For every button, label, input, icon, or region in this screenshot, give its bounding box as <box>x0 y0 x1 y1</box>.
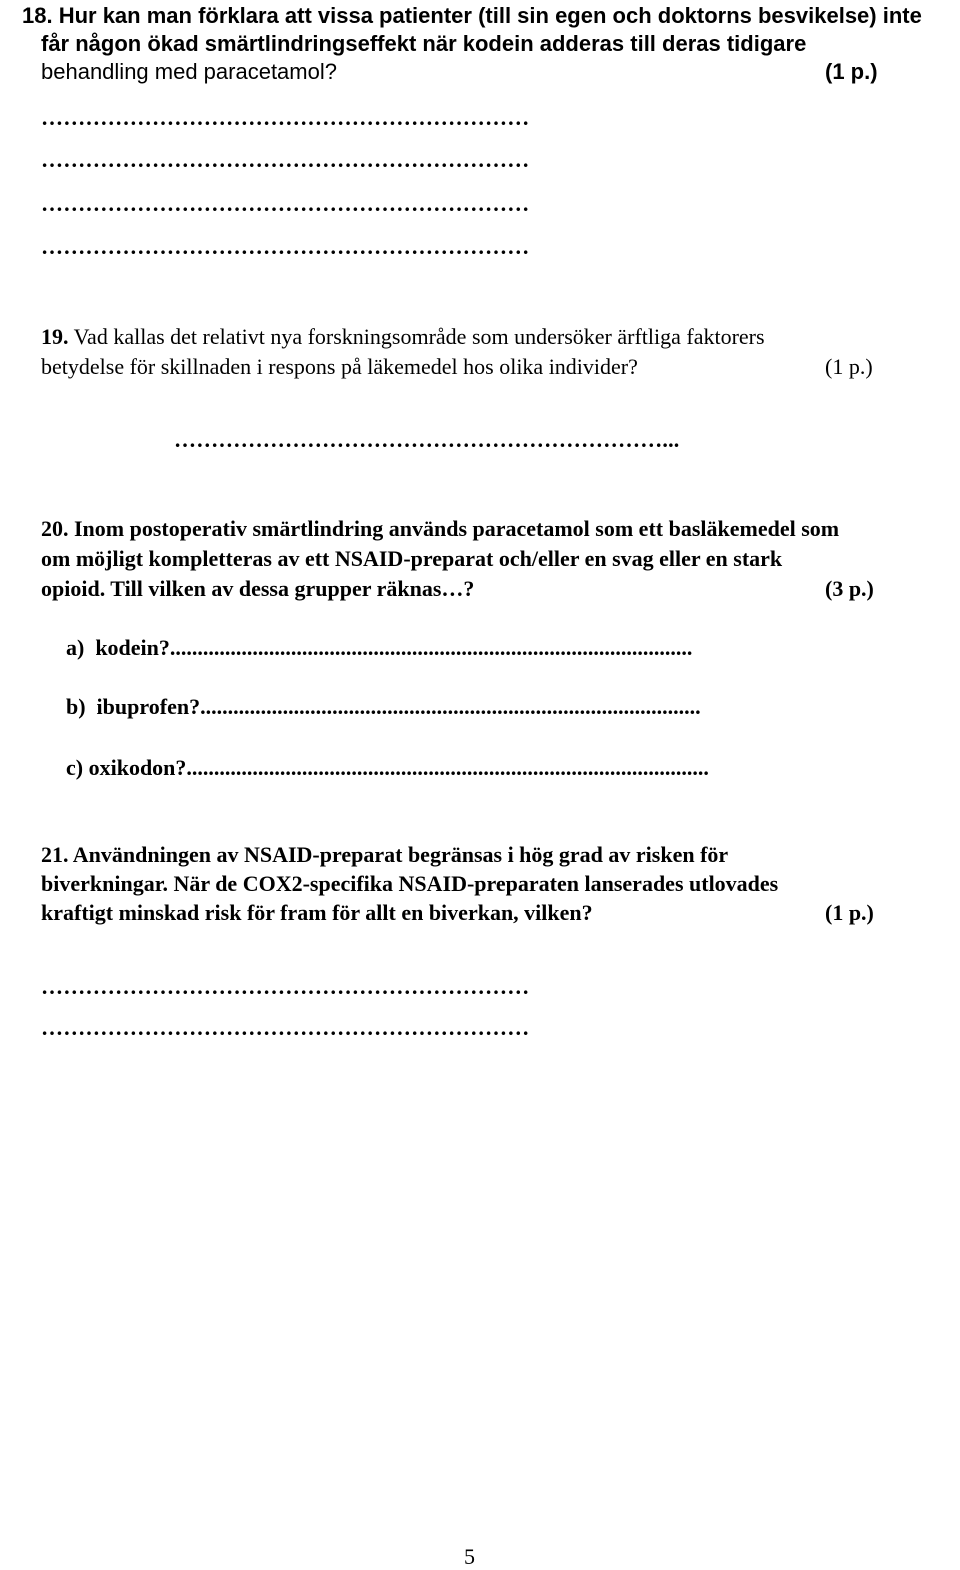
subquestion-a: a) kodein?............................................................................................... <box>66 635 693 660</box>
answer-line: ………………………………………………………… <box>41 234 530 259</box>
question-21-line-2: biverkningar. När de COX2-specifika NSAID-preparaten lanserades utlovades <box>41 871 779 896</box>
answer-line: ………………………………………………………… <box>41 191 530 216</box>
question-21-points: (1 p.) <box>825 900 874 925</box>
answer-line: ………………………………………………………… <box>41 147 530 172</box>
question-19-points: (1 p.) <box>825 354 873 379</box>
subquestion-b: b) ibuprofen?........................................................................................... <box>66 694 701 719</box>
question-18-points: (1 p.) <box>825 59 878 84</box>
question-19-line-1: 19. Vad kallas det relativt nya forskningsområde som undersöker ärftliga faktorers <box>41 324 765 349</box>
question-19-line-2: betydelse för skillnaden i respons på läkemedel hos olika individer? <box>41 354 638 379</box>
question-20-line-1: 20. Inom postoperativ smärtlindring används paracetamol som ett basläkemedel som <box>41 516 840 541</box>
answer-line: ………………………………………………………… <box>41 974 530 999</box>
question-18-line-1: 18. Hur kan man förklara att vissa patienter (till sin egen och doktorns besvikelse) inte <box>22 3 922 28</box>
question-20-line-3: opioid. Till vilken av dessa grupper räknas…? <box>41 576 475 601</box>
question-20-line-2: om möjligt kompletteras av ett NSAID-preparat och/eller en svag eller en stark <box>41 546 783 571</box>
answer-line: ………………………………………………………… <box>41 1015 530 1040</box>
answer-line: ………………………………………………………… <box>41 105 530 130</box>
question-18-line-2: får någon ökad smärtlindringseffekt när kodein adderas till deras tidigare <box>41 31 807 56</box>
question-21-line-3: kraftigt minskad risk för fram för allt en biverkan, vilken? <box>41 900 593 925</box>
question-21-line-1: 21. Användningen av NSAID-preparat begränsas i hög grad av risken för <box>41 842 729 867</box>
page-number: 5 <box>464 1544 475 1569</box>
subquestion-c: c) oxikodon?............................................................................................... <box>66 755 709 780</box>
question-20-points: (3 p.) <box>825 576 874 601</box>
answer-line: …………………………………………………………... <box>174 427 680 452</box>
question-19-line-1-text: Vad kallas det relativt nya forskningsområde som undersöker ärftliga faktorers <box>73 324 765 349</box>
question-18-line-3: behandling med paracetamol? <box>41 59 337 84</box>
